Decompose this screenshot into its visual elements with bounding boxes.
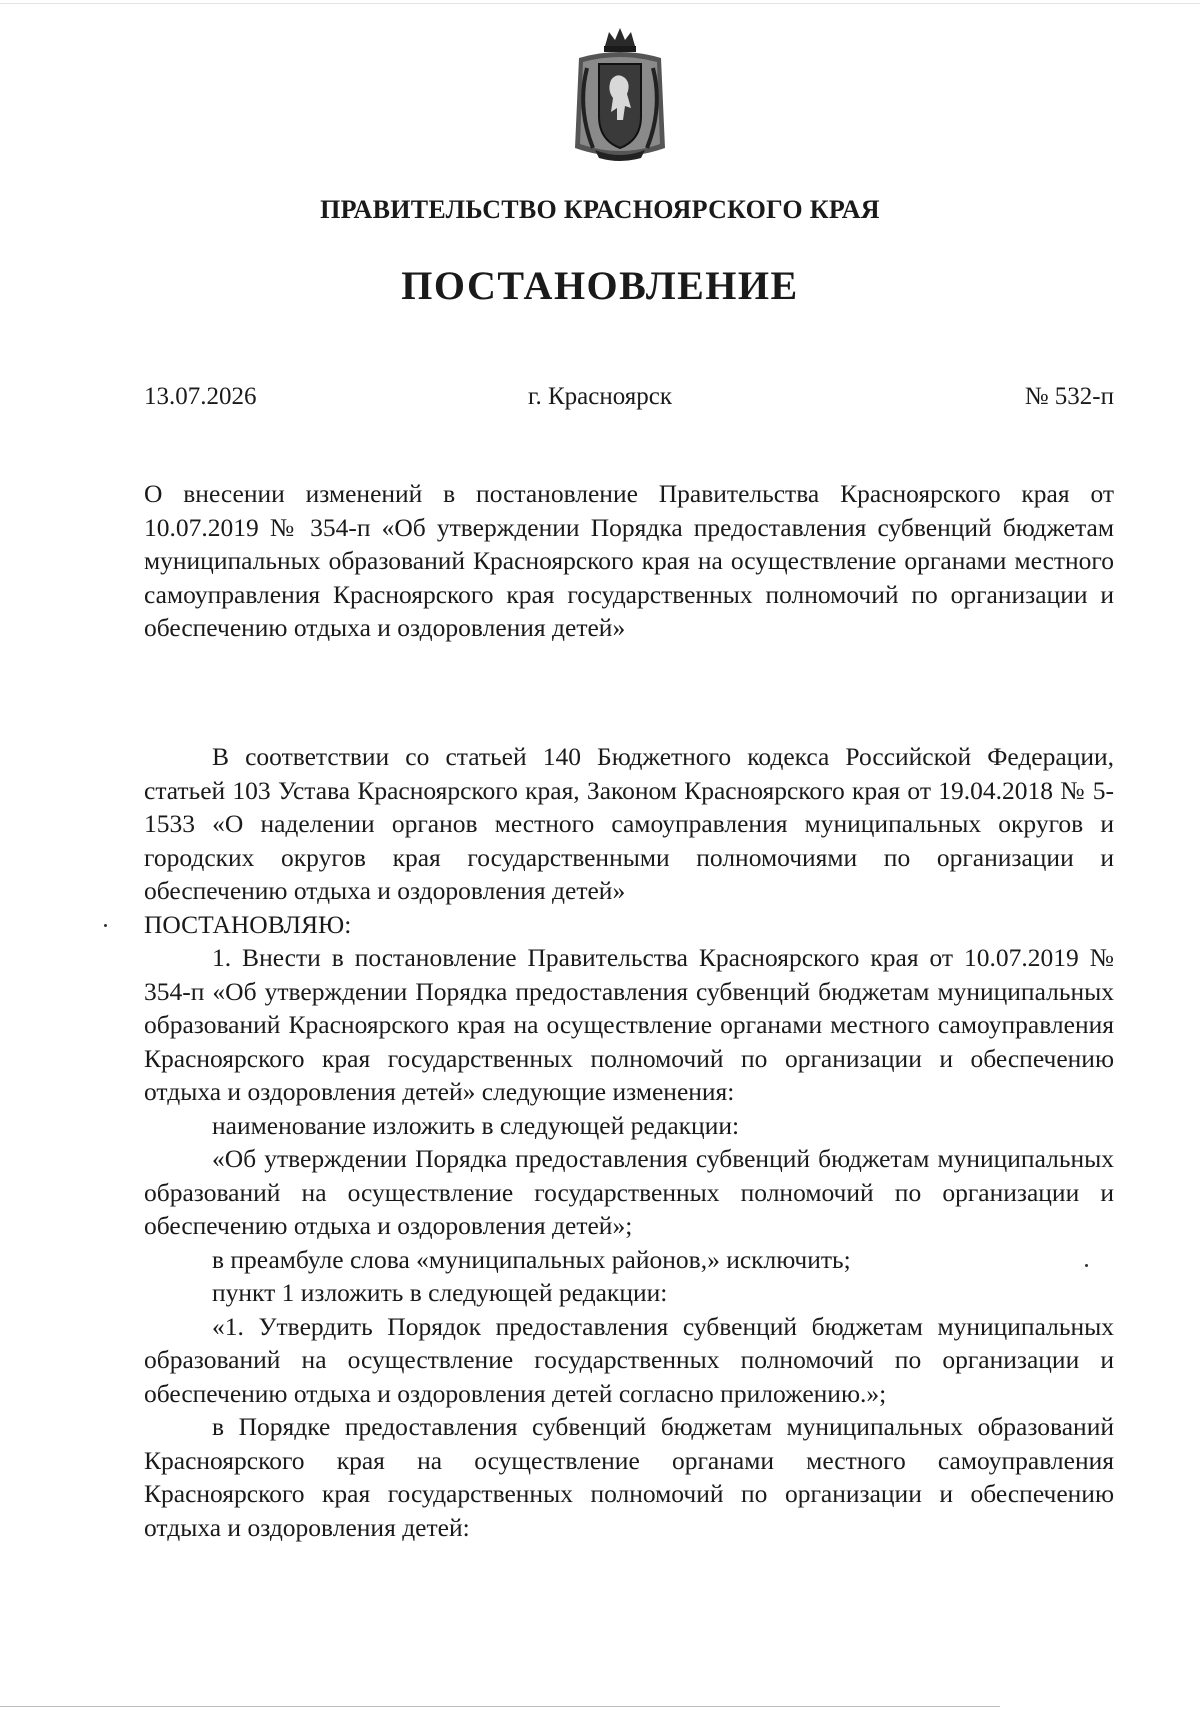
name-change-intro: наименование изложить в следующей редакции: bbox=[212, 1110, 740, 1140]
document-body bbox=[144, 740, 1114, 1544]
document-date: 13.07.2026 bbox=[144, 383, 257, 410]
subject-text: О внесении изменений в постановление Правительства Красноярского края от 10.07.2019 № 354-п «Об утверждении Порядка предоставления субвенций бюджетам муниципальных образований Красноярского края на осуществление органами местного самоуправления Красноярского края государственных полномочий по организации и обеспечению отдыха и оздоровления детей» bbox=[144, 479, 1114, 642]
item-1-paragraph: 1. Внести в постановление Правительства Красноярского края от 10.07.2019 № 354-п «Об утверждении Порядка предоставления субвенций бюджетам муниципальных образований Красноярского края на осуществление органами местного самоуправления Красноярского края государственных полномочий по организации и обеспечению отдыха и оздоровления детей» следующие изменения: bbox=[144, 943, 1114, 1106]
scan-speck bbox=[1085, 1264, 1088, 1267]
scan-speck bbox=[104, 924, 107, 927]
government-name: ПРАВИТЕЛЬСТВО КРАСНОЯРСКОГО КРАЯ bbox=[320, 195, 880, 224]
preamble-paragraph: В соответствии со статьей 140 Бюджетного кодекса Российской Федерации, статьей 103 Устава Красноярского края, Законом Красноярского края от 19.04.2018 № 5-1533 «О наделении органов местного самоуправления муниципальных округов и городских округов края государственными полномочиями по организации и обеспечению отдыха и оздоровления детей» bbox=[144, 742, 1114, 905]
scan-edge-bottom bbox=[0, 1706, 1000, 1707]
document-number: № 532-п bbox=[1024, 383, 1114, 410]
scan-edge-top bbox=[0, 3, 1200, 4]
point-1-intro: пункт 1 изложить в следующей редакции: bbox=[212, 1278, 668, 1307]
name-change-quote: «Об утверждении Порядка предоставления субвенций бюджетам муниципальных образований на осуществление государственных полномочий по организации и обеспечению отдыха и оздоровления детей»; bbox=[144, 1144, 1114, 1240]
preamble-change: в преамбуле слова «муниципальных районов,» исключить; bbox=[212, 1244, 851, 1274]
point-1-quote: «1. Утвердить Порядок предоставления субвенций бюджетам муниципальных образований на осуществление государственных полномочий по организации и обеспечению отдыха и оздоровления детей согласно приложению.»; bbox=[144, 1311, 1114, 1408]
document-city: г. Красноярск bbox=[528, 383, 672, 410]
coat-of-arms-icon bbox=[571, 24, 669, 162]
order-changes-intro: в Порядке предоставления субвенций бюджетам муниципальных образований Красноярского края на осуществление органами местного самоуправления Красноярского края государственных полномочий по организации и обеспечению отдыха и оздоровления детей: bbox=[144, 1412, 1114, 1542]
document-subject bbox=[144, 477, 1114, 645]
decree-word: ПОСТАНОВЛЯЮ: bbox=[144, 909, 352, 939]
document-type-title: ПОСТАНОВЛЕНИЕ bbox=[401, 263, 799, 308]
